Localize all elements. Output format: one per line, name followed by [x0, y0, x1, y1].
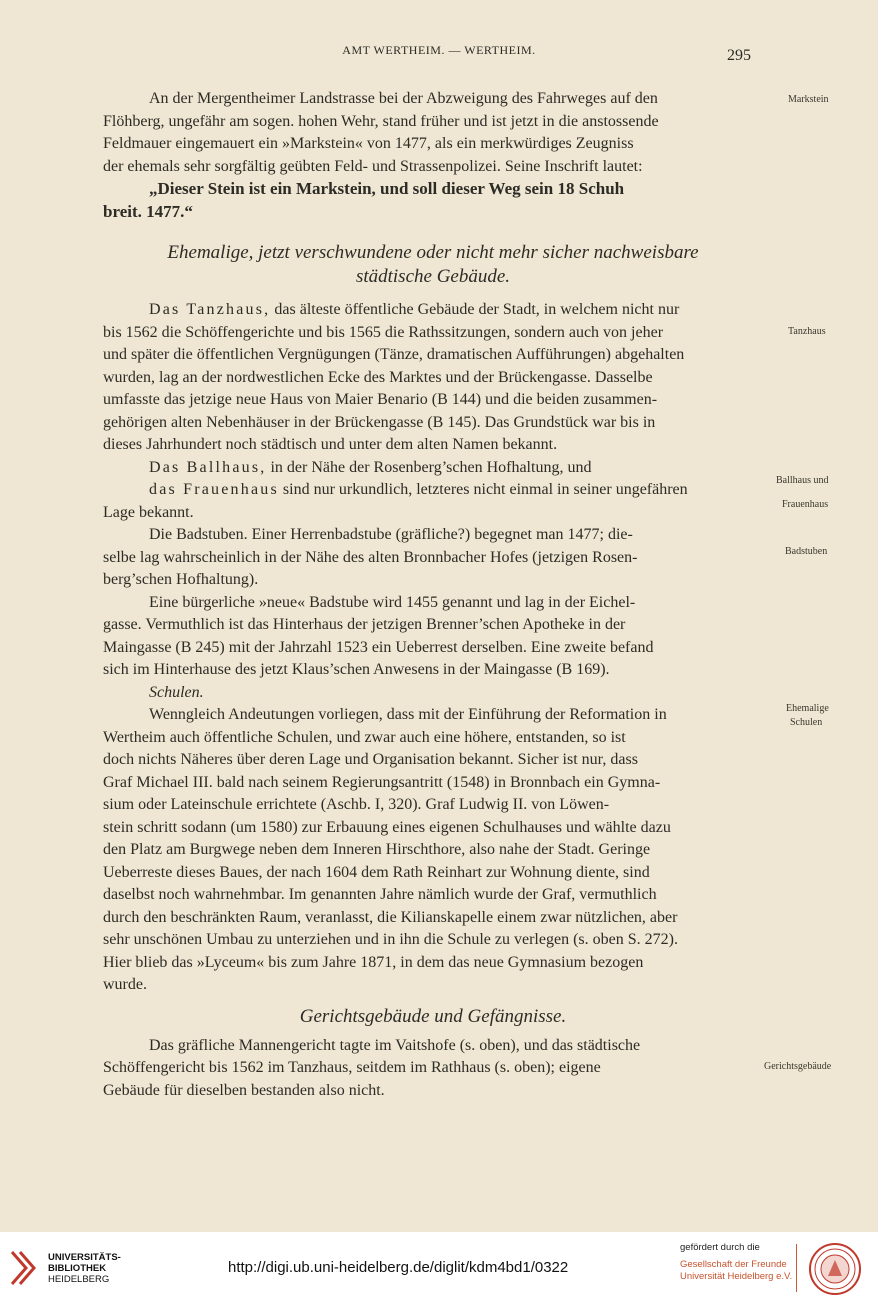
library-name-line: HEIDELBERG: [48, 1274, 110, 1285]
intro-line: Flöhberg, ungefähr am sogen. hohen Wehr, stand früher und ist jetzt in die anstossende: [103, 112, 659, 130]
page-number: 295: [727, 47, 751, 64]
section-heading: Ehemalige, jetzt verschwundene oder nicht mehr sicher nachweisbare: [167, 242, 699, 263]
paragraph-line: sich im Hinterhause des jetzt Klaus’schen Anwesens in der Maingasse (B 169).: [103, 661, 610, 678]
paragraph-line: sehr unschönen Umbau zu unterziehen und in ihn die Schule zu verlegen (s. oben S. 272).: [103, 931, 678, 948]
intro-line: Feldmauer eingemauert ein »Markstein« von 1477, als ein merkwürdiges Zeugniss: [103, 135, 634, 152]
paragraph-line: Graf Michael III. bald nach seinem Regierungsantritt (1548) in Bronnbach ein Gymna-: [103, 773, 661, 791]
paragraph-line: Hier blieb das »Lyceum« bis zum Jahre 1871, in dem das neue Gymnasium bezogen: [103, 953, 644, 971]
section-heading: Gerichtsgebäude und Gefängnisse.: [299, 1005, 567, 1027]
sponsor-name: [680, 1259, 792, 1283]
paragraph-line: den Platz am Burgwege neben dem Inneren Hirschthore, also nahe der Stadt. Geringe: [103, 841, 651, 858]
library-name-line: UNIVERSITÄTS-: [48, 1252, 121, 1263]
term-frauenhaus: das Frauenhaus: [149, 481, 279, 498]
university-seal-icon: [808, 1242, 862, 1296]
paragraph-line: stein schritt sodann (um 1580) zur Erbauung eines eigenen Schulhauses und wählte dazu: [103, 818, 671, 836]
source-url-link[interactable]: http://digi.ub.uni-heidelberg.de/diglit/kdm4bd1/0322: [228, 1259, 569, 1276]
intro-line: der ehemals sehr sorgfältig geübten Feld- und Strassenpolizei. Seine Inschrift lautet:: [103, 157, 643, 175]
section-heading: städtische Gebäude.: [355, 266, 511, 287]
paragraph-line: Ueberreste dieses Baues, der nach 1604 dem Rath Reinhart zur Wohnung diente, sind: [103, 863, 650, 881]
footer-bar: [0, 1232, 878, 1300]
paragraph-line: sium oder Lateinschule errichtete (Aschb. I, 320). Graf Ludwig II. von Löwen-: [103, 796, 610, 813]
paragraph-line: [103, 479, 763, 502]
subheading-schulen: Schulen.: [149, 683, 204, 701]
paragraph-line: doch nichts Näheres über deren Lage und Organisation bekannt. Sicher ist nur, dass: [103, 751, 638, 768]
paragraph-line: Gebäude für dieselben bestanden also nicht.: [103, 1081, 385, 1099]
text-span: das älteste öffentliche Gebäude der Stadt, in welchem nicht nur: [274, 301, 680, 318]
paragraph-line: umfasste das jetzige neue Haus von Maier Benario (B 144) und die beiden zusammen-: [103, 391, 658, 408]
paragraph-line: daselbst noch wahrnehmbar. Im genannten Jahre nämlich wurde der Graf, vermuthlich: [103, 886, 657, 903]
paragraph-line: [103, 457, 763, 480]
body-text: [103, 88, 763, 1102]
text-span: sind nur urkundlich, letzteres nicht einmal in seiner ungefähren: [282, 481, 688, 498]
intro-line: An der Mergentheimer Landstrasse bei der Abzweigung des Fahrweges auf den: [149, 90, 658, 107]
inscription-line: breit. 1477.“: [103, 201, 193, 221]
paragraph-line: Lage bekannt.: [103, 503, 194, 521]
paragraph-line: bis 1562 die Schöffengerichte und bis 1565 die Rathssitzungen, sondern auch von jeher: [103, 323, 664, 341]
paragraph-line: gasse. Vermuthlich ist das Hinterhaus der jetzigen Brenner’schen Apotheke in der: [103, 616, 626, 633]
margin-note-badstuben: Badstuben: [785, 546, 828, 557]
paragraph-line: gehörigen alten Nebenhäuser in der Brückengasse (B 145). Das Grundstück war bis in: [103, 413, 656, 431]
inscription-line: „Dieser Stein ist ein Markstein, und soll dieser Weg sein 18 Schuh: [149, 179, 625, 198]
paragraph-line: durch den beschränkten Raum, veranlasst, die Kilianskapelle einem zwar nützlichen, aber: [103, 908, 678, 926]
paragraph-line: Das gräfliche Mannengericht tagte im Vaitshofe (s. oben), und das städtische: [149, 1036, 641, 1054]
paragraph-line: Schöffengericht bis 1562 im Tanzhaus, seitdem im Rathhaus (s. oben); eigene: [103, 1059, 601, 1076]
paragraph-line: Maingasse (B 245) mit der Jahrzahl 1523 ein Ueberrest derselben. Eine zweite befand: [103, 638, 654, 656]
paragraph-line: Wertheim auch öffentliche Schulen, und zwar auch eine höhere, entstanden, so ist: [103, 728, 626, 746]
library-name: [48, 1252, 121, 1285]
sponsor-line: Universität Heidelberg e.V.: [680, 1271, 793, 1282]
paragraph-line: und später die öffentlichen Vergnügungen (Tänze, dramatischen Aufführungen) abgehalten: [103, 346, 685, 363]
margin-note-ballhaus: Ballhaus und: [776, 475, 829, 486]
library-name-line: BIBLIOTHEK: [48, 1263, 107, 1274]
paragraph-line: Wenngleich Andeutungen vorliegen, dass mit der Einführung der Reformation in: [149, 706, 667, 723]
funded-by-label: gefördert durch die: [680, 1242, 760, 1253]
running-title: AMT WERTHEIM. — WERTHEIM.: [342, 43, 536, 57]
margin-note-tanzhaus: Tanzhaus: [788, 326, 826, 337]
paragraph-line: wurde.: [103, 976, 147, 993]
term-ballhaus: Das Ballhaus,: [149, 458, 267, 476]
paragraph-line: Die Badstuben. Einer Herrenbadstube (gräfliche?) begegnet man 1477; die-: [149, 526, 633, 543]
paragraph-line: selbe lag wahrscheinlich in der Nähe des alten Bronnbacher Hofes (jetzigen Rosen-: [103, 548, 638, 566]
footer-divider: [796, 1244, 797, 1292]
margin-note-schulen: Schulen: [790, 717, 823, 728]
margin-note-gericht: Gerichtsgebäude: [764, 1061, 832, 1072]
term-tanzhaus: Das Tanzhaus,: [149, 301, 271, 318]
margin-note-ehemalige: Ehemalige: [786, 703, 829, 714]
paragraph-line: Eine bürgerliche »neue« Badstube wird 1455 genannt und lag in der Eichel-: [149, 593, 636, 611]
paragraph-line: wurden, lag an der nordwestlichen Ecke des Marktes und der Brückengasse. Dasselbe: [103, 368, 653, 386]
sponsor-line: Gesellschaft der Freunde: [680, 1259, 787, 1270]
library-logo-icon: [8, 1248, 42, 1288]
margin-note-frauenhaus: Frauenhaus: [782, 499, 829, 510]
text-span: in der Nähe der Rosenberg’schen Hofhaltung, und: [270, 458, 592, 476]
paragraph-line: berg’schen Hofhaltung).: [103, 571, 259, 588]
paragraph-line: [103, 299, 763, 322]
paragraph-line: dieses Jahrhundert noch städtisch und unter dem alten Namen bekannt.: [103, 436, 558, 453]
margin-note-markstein: Markstein: [788, 94, 829, 105]
